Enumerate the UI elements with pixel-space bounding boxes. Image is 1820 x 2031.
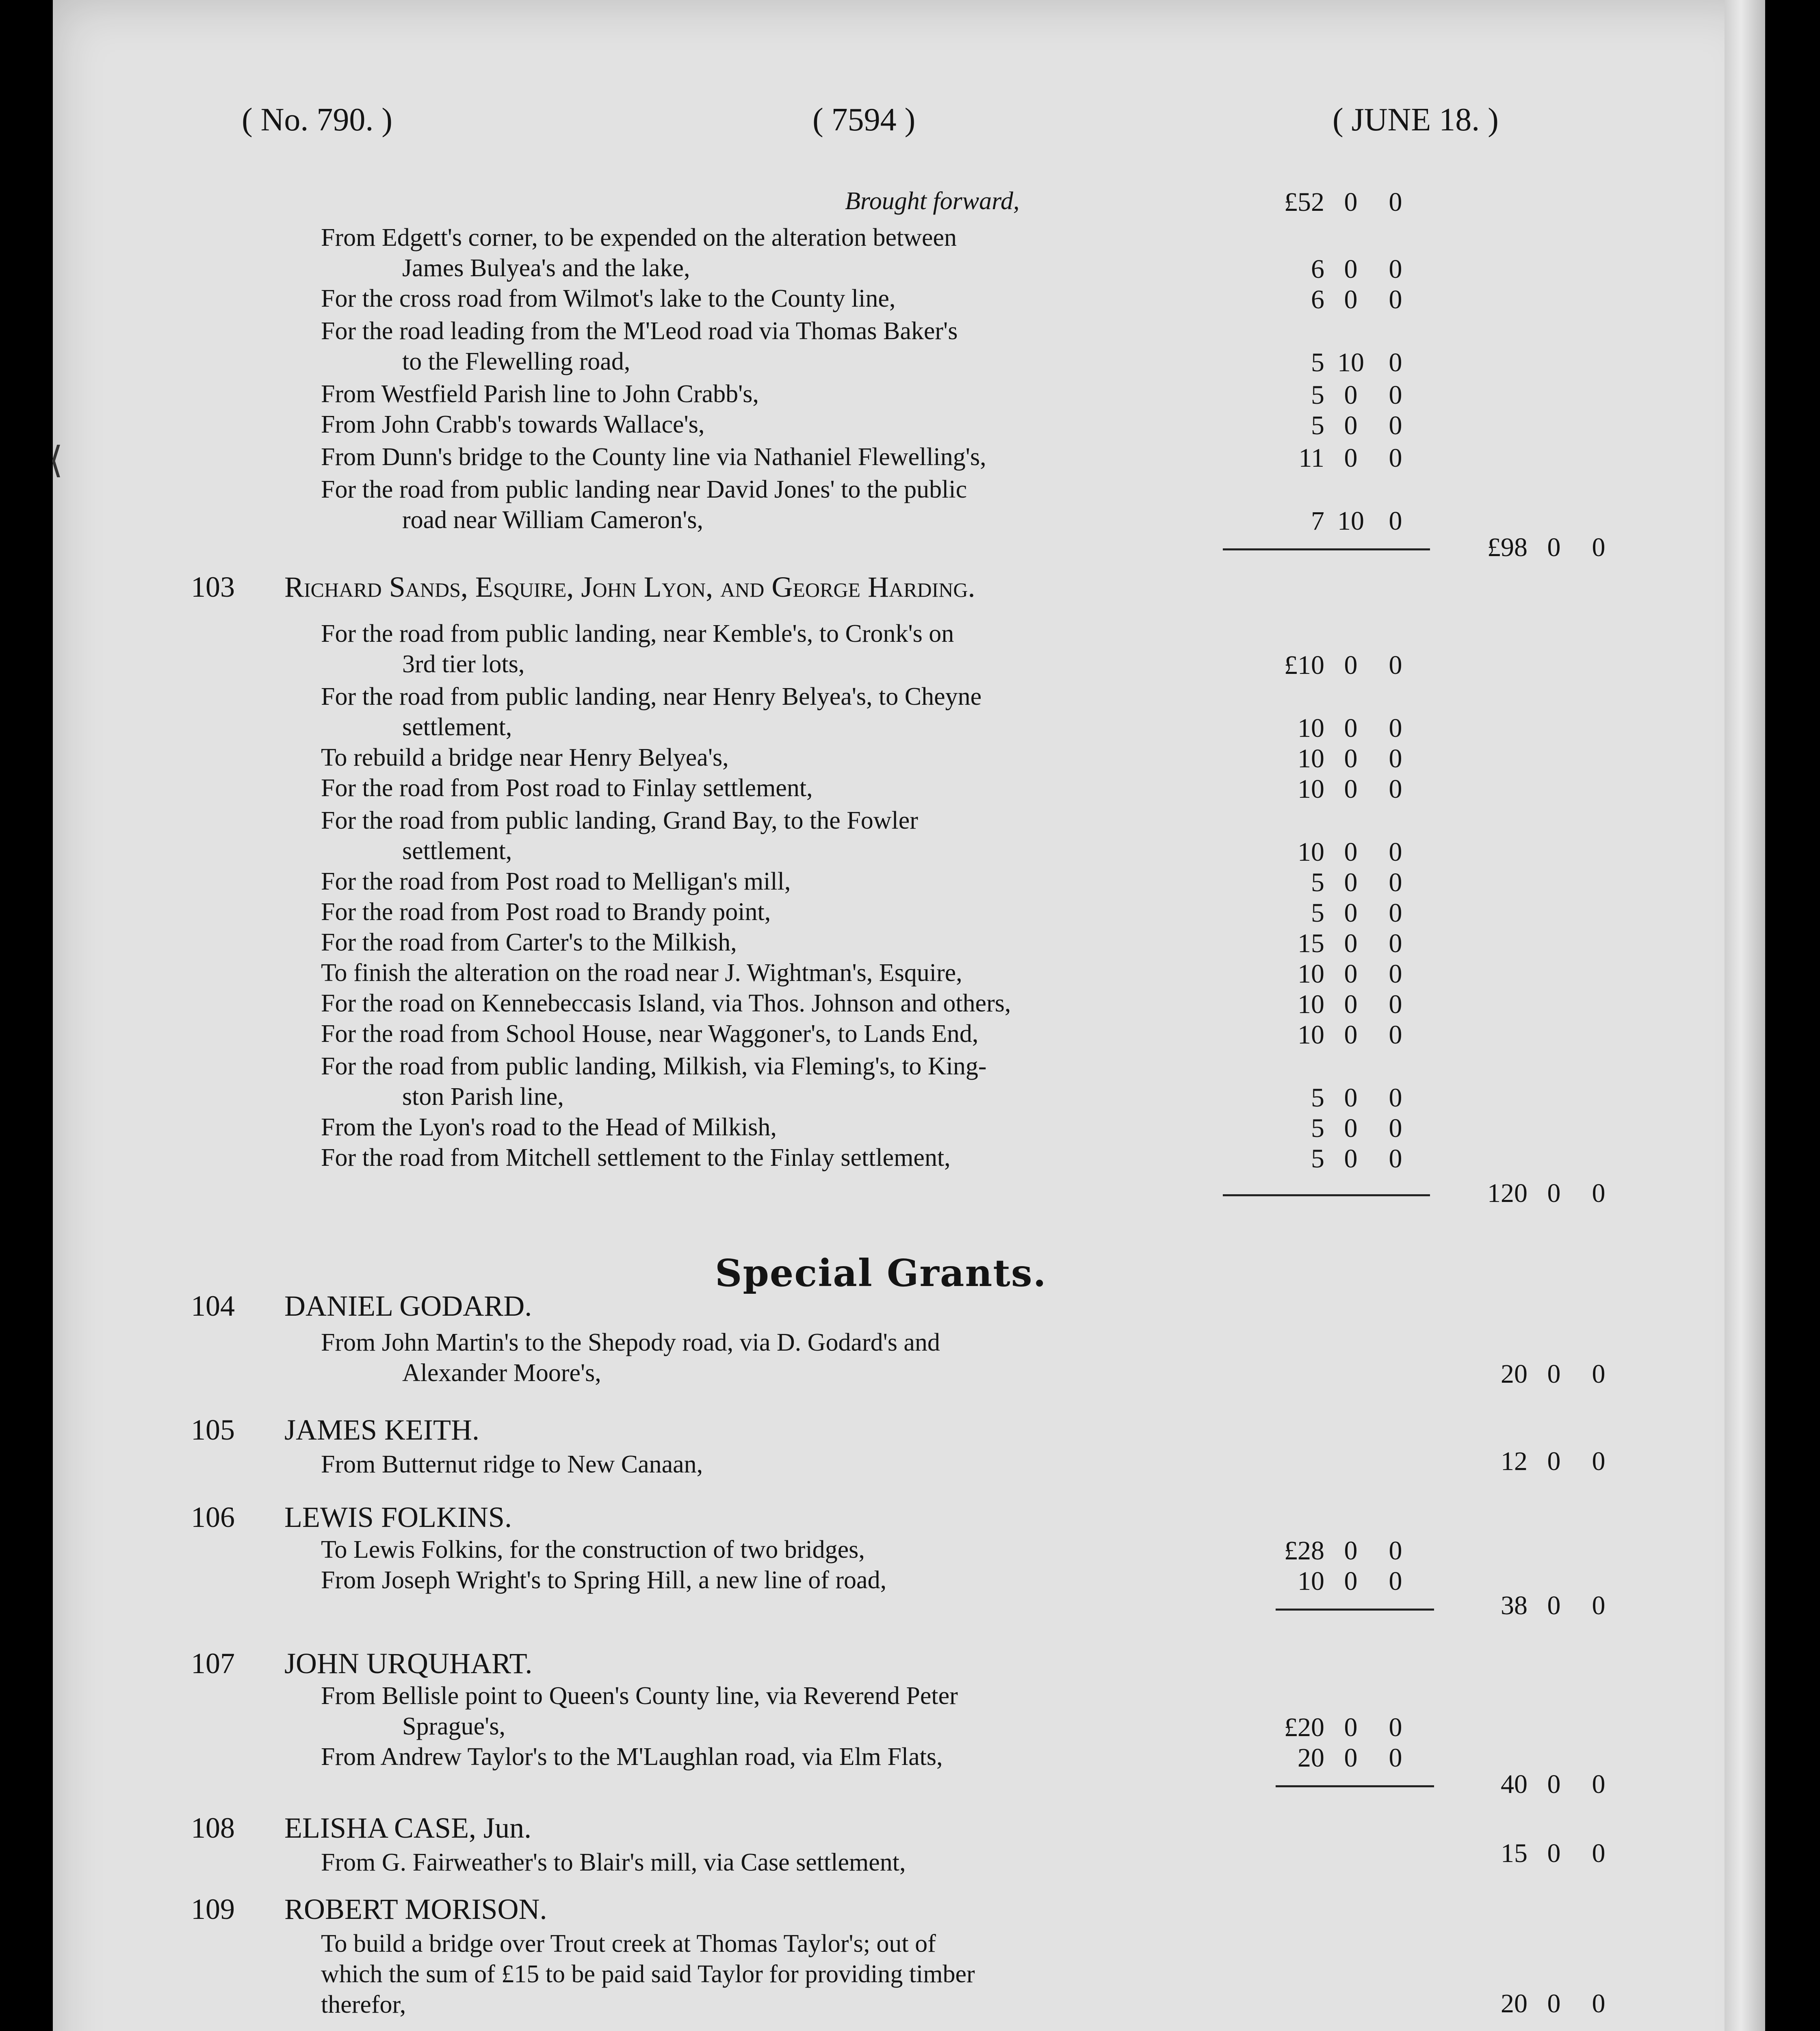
item-text: For the road from public landing, near Kemble's, to Cronk's on [321,620,954,647]
item-text: From John Crabb's towards Wallace's, [321,411,705,438]
item-text: From G. Fairweather's to Blair's mill, via Case settlement, [321,1849,906,1876]
item-text: 3rd tier lots, [402,650,525,678]
item-text: From Dunn's bridge to the County line via Nathaniel Flewelling's, [321,443,986,471]
amount-shillings: 0 [1344,929,1358,958]
amount-pounds: 7 [1311,506,1324,536]
item-text: From Bellisle point to Queen's County line, via Reverend Peter [321,1682,958,1710]
item-text: For the road from Post road to Melligan's mill, [321,868,791,895]
amount-shillings: 0 [1344,1566,1358,1596]
amount-shillings: 0 [1344,1113,1358,1143]
total-shillings: 0 [1547,1591,1561,1620]
amount-pence: 0 [1389,990,1402,1019]
page-edge [1725,0,1765,2031]
amount-shillings: 0 [1344,744,1358,773]
item-text: For the road from Mitchell settlement to the Finlay settlement, [321,1144,951,1171]
amount-pence: 0 [1389,1743,1402,1773]
amount-pence: 0 [1389,443,1402,473]
sum-rule [1276,1609,1434,1611]
item-text: For the road from public landing, near Henry Belyea's, to Cheyne [321,683,982,710]
amount-pence: 0 [1389,411,1402,440]
amount-pounds: 10 [1298,1020,1324,1050]
amount-pence: 0 [1389,868,1402,897]
amount-pounds: £10 [1284,650,1324,680]
total-pence: 0 [1592,1989,1606,2018]
entry-name: LEWIS FOLKINS. [284,1501,512,1533]
amount-shillings: 0 [1344,959,1358,989]
brought-forward-label: Brought forward, [845,187,1020,215]
total-pounds: 120 [1487,1178,1528,1208]
amount-pence: 0 [1389,187,1402,217]
amount-shillings: 0 [1344,1083,1358,1113]
amount-pence: 0 [1389,1020,1402,1050]
amount-pounds: 5 [1311,411,1324,440]
amount-pence: 0 [1389,959,1402,989]
amount-shillings: 0 [1344,1743,1358,1773]
item-text: settlement, [402,713,512,741]
amount-shillings: 0 [1344,774,1358,804]
amount-shillings: 0 [1344,713,1358,743]
amount-shillings: 10 [1337,348,1364,377]
amount-pence: 0 [1389,1083,1402,1113]
amount-pence: 0 [1389,1536,1402,1565]
amount-pounds: 10 [1298,837,1324,867]
amount-pence: 0 [1389,380,1402,410]
item-text: From Edgett's corner, to be expended on the alteration between [321,224,957,251]
total-shillings: 0 [1547,1838,1561,1868]
amount-pounds: £52 [1284,187,1324,217]
item-text: From John Martin's to the Shepody road, via D. Godard's and [321,1329,940,1356]
total-shillings: 0 [1547,1359,1561,1389]
amount-pence: 0 [1389,713,1402,743]
entry-name: DANIEL GODARD. [284,1290,532,1322]
item-text: road near William Cameron's, [402,506,703,534]
item-text: which the sum of £15 to be paid said Taylor for providing timber [321,1960,975,1988]
amount-pence: 0 [1389,898,1402,928]
amount-pounds: 15 [1298,929,1324,958]
item-text: From Andrew Taylor's to the M'Laughlan road, via Elm Flats, [321,1743,943,1771]
item-text: For the road from public landing near David Jones' to the public [321,476,967,503]
amount-pence: 0 [1389,1566,1402,1596]
amount-shillings: 0 [1344,411,1358,440]
amount-pence: 0 [1389,744,1402,773]
amount-pounds: 5 [1311,380,1324,410]
amount-shillings: 0 [1344,898,1358,928]
section-heading: Special Grants. [715,1251,1047,1295]
amount-pence: 0 [1389,1713,1402,1742]
amount-pence: 0 [1389,837,1402,867]
item-text: From Butternut ridge to New Canaan, [321,1451,703,1478]
entry-names: Richard Sands, Esquire, John Lyon, and George Harding. [284,571,975,603]
entry-number: 109 [191,1893,235,1925]
total-pence: 0 [1592,1838,1606,1868]
item-text: From Westfield Parish line to John Crabb's, [321,380,759,408]
act-number: ( No. 790. ) [242,102,393,138]
amount-pounds: 10 [1298,1566,1324,1596]
amount-shillings: 0 [1344,868,1358,897]
amount-pounds: 5 [1311,1083,1324,1113]
amount-shillings: 0 [1344,990,1358,1019]
amount-shillings: 0 [1344,285,1358,314]
item-text: to the Flewelling road, [402,348,630,375]
total-pounds: 20 [1501,1989,1528,2018]
sum-rule [1223,1194,1430,1196]
amount-shillings: 0 [1344,1536,1358,1565]
item-text: For the road from Post road to Brandy point, [321,898,771,926]
entry-number: 105 [191,1414,235,1446]
margin-mark: ⟨ [49,440,63,481]
total-shillings: 0 [1547,533,1561,562]
total-pounds: 20 [1501,1359,1528,1389]
amount-pounds: 5 [1311,348,1324,377]
amount-shillings: 0 [1344,254,1358,284]
item-text: To finish the alteration on the road near J. Wightman's, Esquire, [321,959,962,987]
amount-pounds: 6 [1311,254,1324,284]
amount-pounds: 20 [1298,1743,1324,1773]
item-text: For the road from public landing, Milkish, via Fleming's, to King- [321,1052,987,1080]
item-text: For the road leading from the M'Leod road via Thomas Baker's [321,317,958,345]
amount-pounds: 5 [1311,1113,1324,1143]
total-shillings: 0 [1547,1769,1561,1799]
amount-pounds: 10 [1298,713,1324,743]
total-pounds: 15 [1501,1838,1528,1868]
amount-shillings: 10 [1337,506,1364,536]
entry-number: 107 [191,1647,235,1680]
entry-number: 103 [191,571,235,603]
page-date: ( JUNE 18. ) [1332,102,1499,138]
total-pence: 0 [1592,1769,1606,1799]
item-text: Alexander Moore's, [402,1359,601,1387]
amount-pence: 0 [1389,285,1402,314]
total-pounds: 38 [1501,1591,1528,1620]
item-text: settlement, [402,837,512,865]
item-text: Sprague's, [402,1713,505,1740]
amount-shillings: 0 [1344,443,1358,473]
amount-pounds: 5 [1311,898,1324,928]
scanned-page [49,0,1765,2031]
item-text: James Bulyea's and the lake, [402,254,690,282]
amount-shillings: 0 [1344,187,1358,217]
amount-pence: 0 [1389,650,1402,680]
amount-pounds: 6 [1311,285,1324,314]
entry-name: JAMES KEITH. [284,1414,479,1446]
amount-pounds: 5 [1311,868,1324,897]
amount-pence: 0 [1389,774,1402,804]
amount-shillings: 0 [1344,650,1358,680]
amount-pence: 0 [1389,1113,1402,1143]
amount-pounds: 10 [1298,959,1324,989]
item-text: For the road on Kennebeccasis Island, via Thos. Johnson and others, [321,990,1011,1017]
total-pence: 0 [1592,1359,1606,1389]
total-pounds: 40 [1501,1769,1528,1799]
entry-name: ROBERT MORISON. [284,1893,547,1925]
total-shillings: 0 [1547,1446,1561,1476]
item-text: For the road from Carter's to the Milkish, [321,929,737,956]
total-shillings: 0 [1547,1178,1561,1208]
total-pence: 0 [1592,1591,1606,1620]
amount-pounds: 10 [1298,744,1324,773]
item-text: From Joseph Wright's to Spring Hill, a new line of road, [321,1566,887,1594]
amount-pence: 0 [1389,254,1402,284]
amount-pence: 0 [1389,929,1402,958]
item-text: For the road from School House, near Waggoner's, to Lands End, [321,1020,979,1048]
amount-shillings: 0 [1344,380,1358,410]
amount-pence: 0 [1389,1144,1402,1174]
amount-pounds: 10 [1298,990,1324,1019]
item-text: therefor, [321,1991,406,2018]
amount-pence: 0 [1389,348,1402,377]
running-head [53,102,1765,150]
total-pounds: 12 [1501,1446,1528,1476]
sum-rule [1223,548,1430,550]
amount-pounds: 10 [1298,774,1324,804]
amount-shillings: 0 [1344,1020,1358,1050]
sum-rule [1276,1785,1434,1787]
page-number: ( 7594 ) [812,102,916,138]
total-pounds: £98 [1487,533,1528,562]
item-text: To Lewis Folkins, for the construction of two bridges, [321,1536,865,1563]
entry-number: 106 [191,1501,235,1533]
amount-pounds: 11 [1298,443,1324,473]
amount-pounds: £28 [1284,1536,1324,1565]
item-text: To build a bridge over Trout creek at Thomas Taylor's; out of [321,1930,936,1957]
amount-pence: 0 [1389,506,1402,536]
amount-shillings: 0 [1344,1144,1358,1174]
item-text: From the Lyon's road to the Head of Milkish, [321,1113,777,1141]
amount-shillings: 0 [1344,1713,1358,1742]
amount-shillings: 0 [1344,837,1358,867]
item-text: For the road from public landing, Grand Bay, to the Fowler [321,807,918,834]
total-pence: 0 [1592,1178,1606,1208]
entry-name: JOHN URQUHART. [284,1647,533,1680]
entry-number: 104 [191,1290,235,1322]
amount-pounds: 5 [1311,1144,1324,1174]
item-text: For the road from Post road to Finlay settlement, [321,774,813,802]
item-text: To rebuild a bridge near Henry Belyea's, [321,744,729,771]
item-text: ston Parish line, [402,1083,564,1111]
total-pence: 0 [1592,533,1606,562]
entry-number: 108 [191,1812,235,1844]
item-text: For the cross road from Wilmot's lake to the County line, [321,285,896,312]
entry-name: ELISHA CASE, Jun. [284,1812,532,1844]
total-shillings: 0 [1547,1989,1561,2018]
total-pence: 0 [1592,1446,1606,1476]
amount-pounds: £20 [1284,1713,1324,1742]
